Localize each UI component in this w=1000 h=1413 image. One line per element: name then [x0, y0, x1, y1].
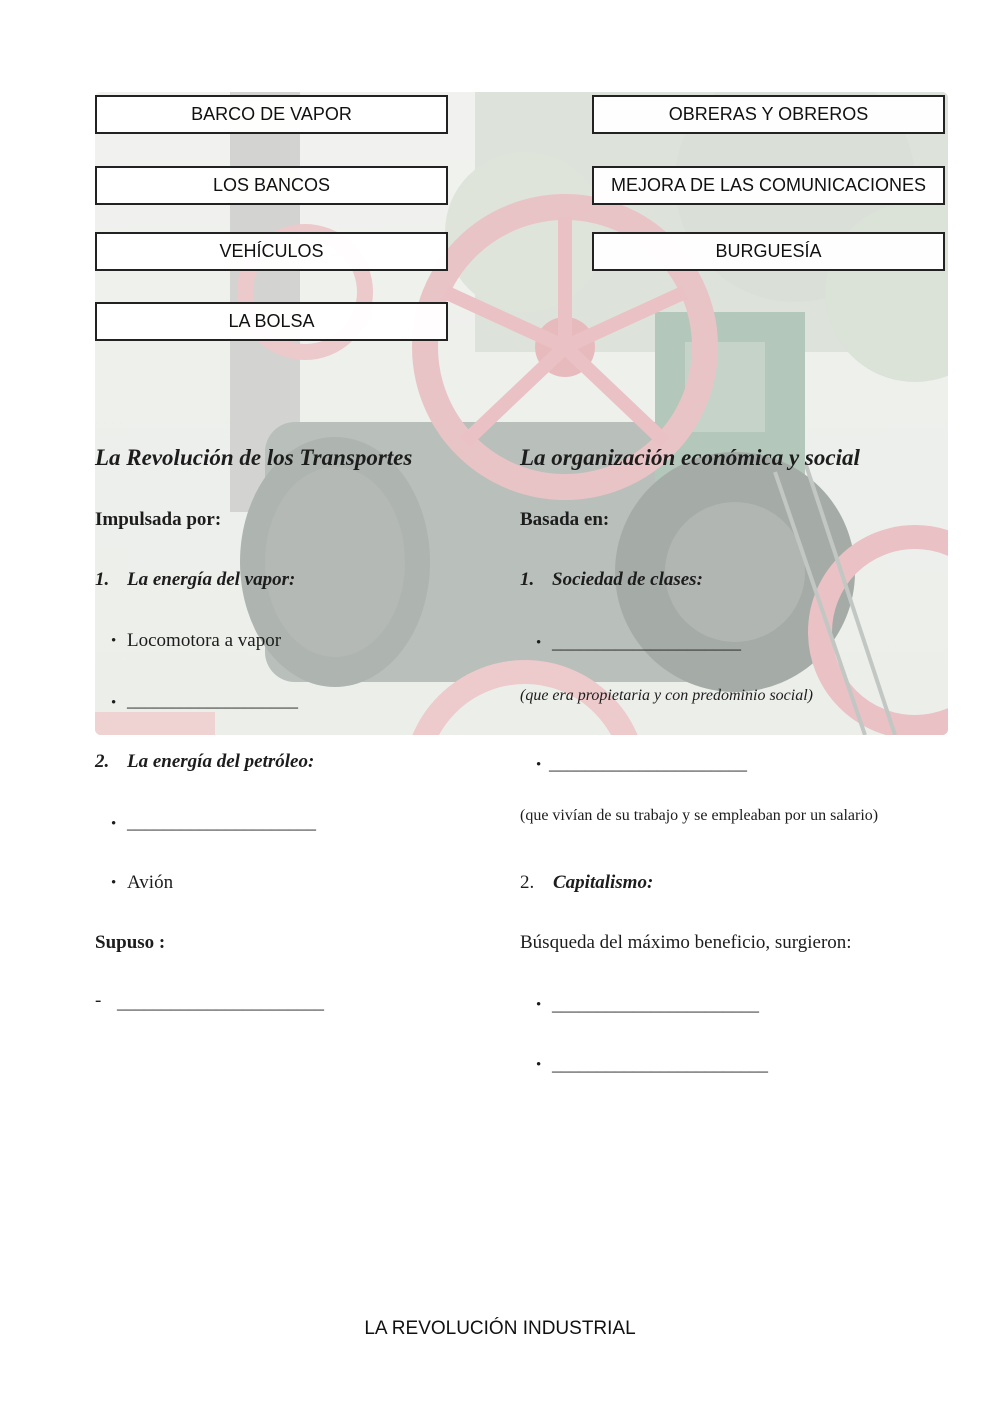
burguesia-note: (que era propietaria y con predominio social) — [520, 687, 813, 704]
energia-petroleo-heading: La energía del petróleo: — [127, 751, 315, 772]
word-tile-barco-de-vapor[interactable]: BARCO DE VAPOR — [95, 95, 448, 134]
blank-drop-zone[interactable]: _______________________ — [117, 992, 324, 1012]
impulsada-label: Impulsada por: — [95, 509, 222, 530]
energia-vapor-heading: La energía del vapor: — [127, 569, 296, 590]
blank-drop-zone[interactable]: _____________________ — [552, 632, 741, 652]
obreros-note: (que vivían de su trabajo y se empleaban por un salario) — [520, 807, 879, 824]
word-tile-mejora-comunicaciones[interactable]: MEJORA DE LAS COMUNICACIONES — [592, 166, 945, 205]
supuso-label: Supuso : — [95, 932, 166, 953]
item-number: 2. — [520, 872, 535, 893]
bullet-icon: • — [111, 695, 117, 711]
blank-drop-zone[interactable]: ______________________ — [549, 753, 747, 773]
item-number: 1. — [520, 569, 535, 590]
bullet-icon: • — [536, 1057, 542, 1073]
bullet-icon: • — [111, 633, 117, 649]
section-title-transportes: La Revolución de los Transportes — [95, 445, 413, 470]
capitalismo-heading: Capitalismo: — [553, 872, 654, 893]
bullet-icon: • — [111, 816, 117, 832]
locomotora-text: Locomotora a vapor — [127, 630, 282, 651]
item-number: 2. — [95, 751, 110, 772]
bullet-icon: • — [111, 875, 117, 891]
section-title-organizacion: La organización económica y social — [520, 445, 860, 470]
bullet-icon: • — [536, 997, 542, 1013]
word-tile-obreras-y-obreros[interactable]: OBRERAS Y OBREROS — [592, 95, 945, 134]
blank-drop-zone[interactable]: _______________________ — [552, 994, 759, 1014]
sociedad-clases-heading: Sociedad de clases: — [552, 569, 703, 590]
dash-marker: - — [95, 990, 102, 1011]
word-tile-los-bancos[interactable]: LOS BANCOS — [95, 166, 448, 205]
word-tile-vehiculos[interactable]: VEHÍCULOS — [95, 232, 448, 271]
item-number: 1. — [95, 569, 110, 590]
word-tile-la-bolsa[interactable]: LA BOLSA — [95, 302, 448, 341]
basada-label: Basada en: — [520, 509, 610, 530]
bullet-icon: • — [536, 757, 542, 773]
blank-drop-zone[interactable]: ___________________ — [127, 690, 298, 710]
bullet-icon: • — [536, 635, 542, 651]
page-footer-title: LA REVOLUCIÓN INDUSTRIAL — [364, 1318, 636, 1339]
avion-text: Avión — [127, 872, 174, 893]
capitalismo-description: Búsqueda del máximo beneficio, surgieron: — [520, 932, 852, 953]
word-tile-burguesia[interactable]: BURGUESÍA — [592, 232, 945, 271]
blank-drop-zone[interactable]: ________________________ — [552, 1054, 768, 1074]
blank-drop-zone[interactable]: _____________________ — [127, 812, 316, 832]
